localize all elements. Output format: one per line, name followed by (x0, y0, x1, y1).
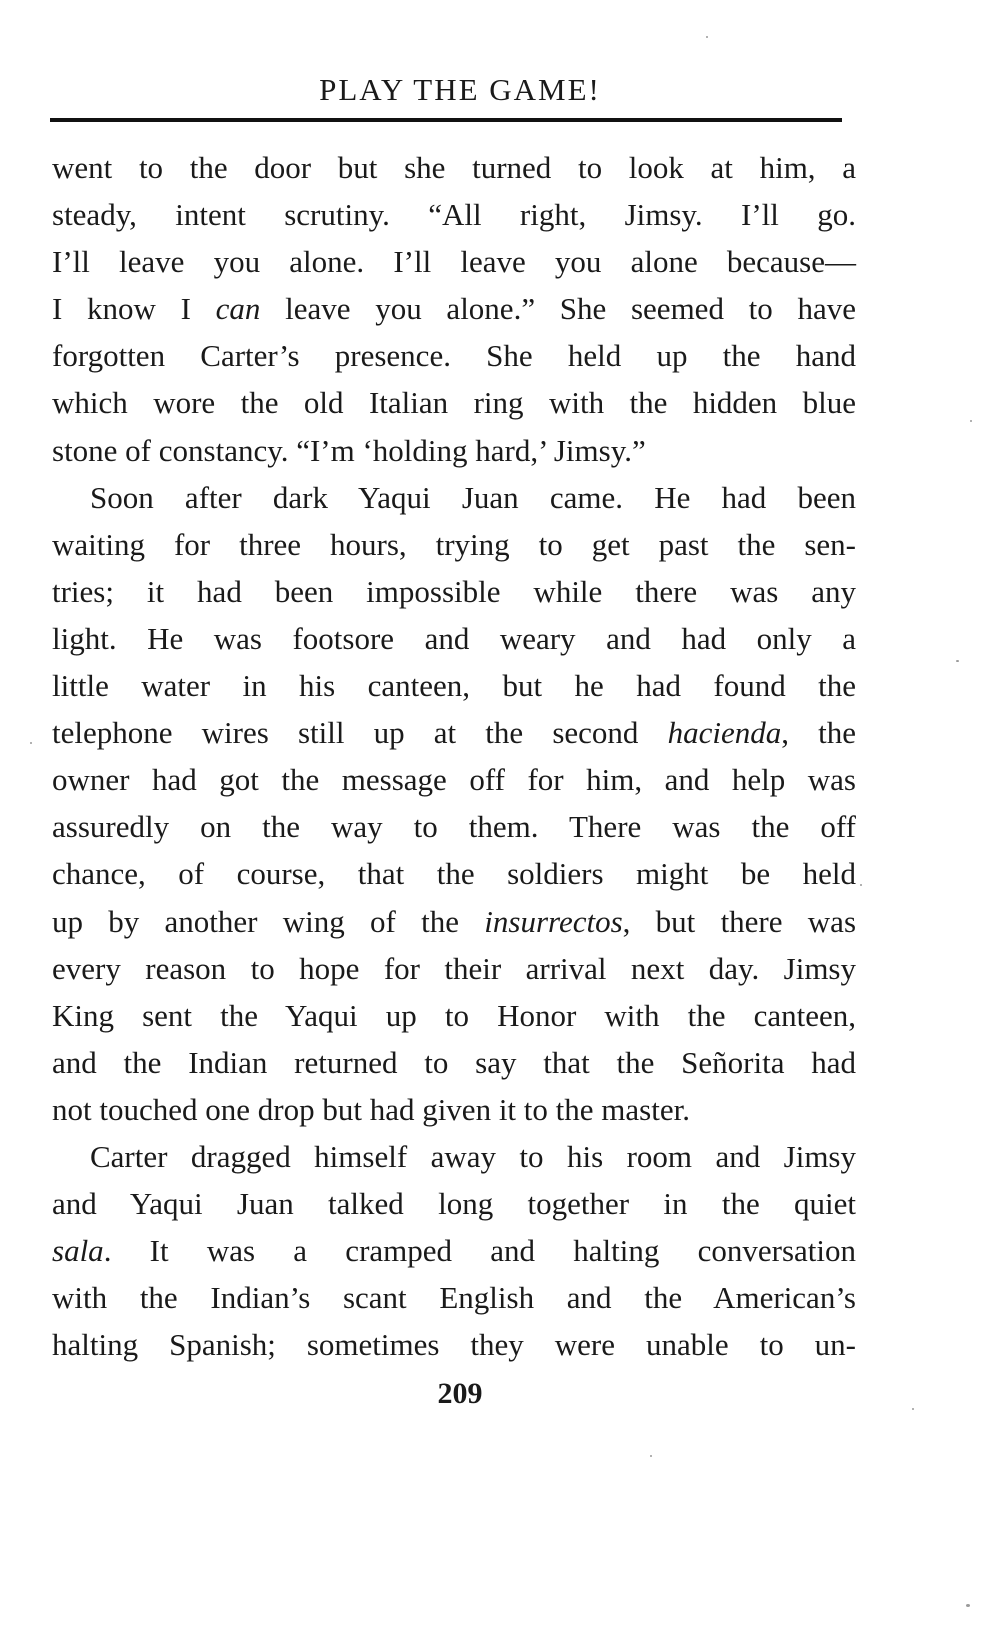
text-line: not touched one drop but had given it to the master. (52, 1091, 690, 1127)
header-rule (50, 118, 842, 122)
text-line: sala. It was a cramped and halting conversation (52, 1233, 856, 1269)
text-line: assuredly on the way to them. There was the off (52, 809, 856, 845)
text-line: every reason to hope for their arrival next day. Jimsy (52, 950, 856, 986)
text-line: Soon after dark Yaqui Juan came. He had been (90, 479, 856, 515)
text-line: went to the door but she turned to look at him, a (52, 150, 856, 185)
text-line: and Yaqui Juan talked long together in the quiet (52, 1186, 856, 1222)
text-line: and the Indian returned to say that the Señorita had (52, 1044, 856, 1080)
text-line: King sent the Yaqui up to Honor with the canteen, (52, 997, 856, 1033)
paper-speck (966, 1604, 970, 1607)
paper-speck (860, 884, 862, 886)
text-line: little water in his canteen, but he had found the (52, 668, 856, 704)
text-line: which wore the old Italian ring with the hidden blue (52, 385, 856, 421)
running-title: PLAY THE GAME! (319, 72, 601, 107)
paper-speck (956, 660, 959, 662)
text-line: halting Spanish; sometimes they were unable to un- (52, 1327, 856, 1363)
text-line: I know I can leave you alone.” She seemed to have (52, 291, 856, 327)
paper-speck (650, 1455, 652, 1457)
text-line: waiting for three hours, trying to get past the sen- (52, 526, 856, 562)
text-line: forgotten Carter’s presence. She held up the hand (52, 338, 856, 374)
text-line: steady, intent scrutiny. “All right, Jimsy. I’ll go. (52, 197, 856, 233)
paper-speck (706, 36, 708, 38)
text-line: tries; it had been impossible while there was any (52, 573, 856, 609)
text-line: chance, of course, that the soldiers might be held (52, 856, 856, 892)
text-line: owner had got the message off for him, and help was (52, 762, 856, 798)
paper-speck (30, 742, 32, 744)
text-line: light. He was footsore and weary and had only a (52, 620, 856, 656)
text-line: with the Indian’s scant English and the American’s (52, 1280, 856, 1316)
paper-speck (912, 1408, 914, 1410)
text-line: telephone wires still up at the second hacienda, the (52, 715, 856, 751)
body-text (52, 144, 856, 1368)
page-number: 209 (437, 1377, 483, 1410)
text-line: I’ll leave you alone. I’ll leave you alone because— (52, 244, 856, 280)
text-line: Carter dragged himself away to his room and Jimsy (90, 1138, 856, 1174)
paper-speck (970, 420, 972, 422)
text-line: stone of constancy. “I’m ‘holding hard,’ Jimsy.” (52, 432, 646, 468)
text-line: up by another wing of the insurrectos, but there was (52, 903, 857, 939)
